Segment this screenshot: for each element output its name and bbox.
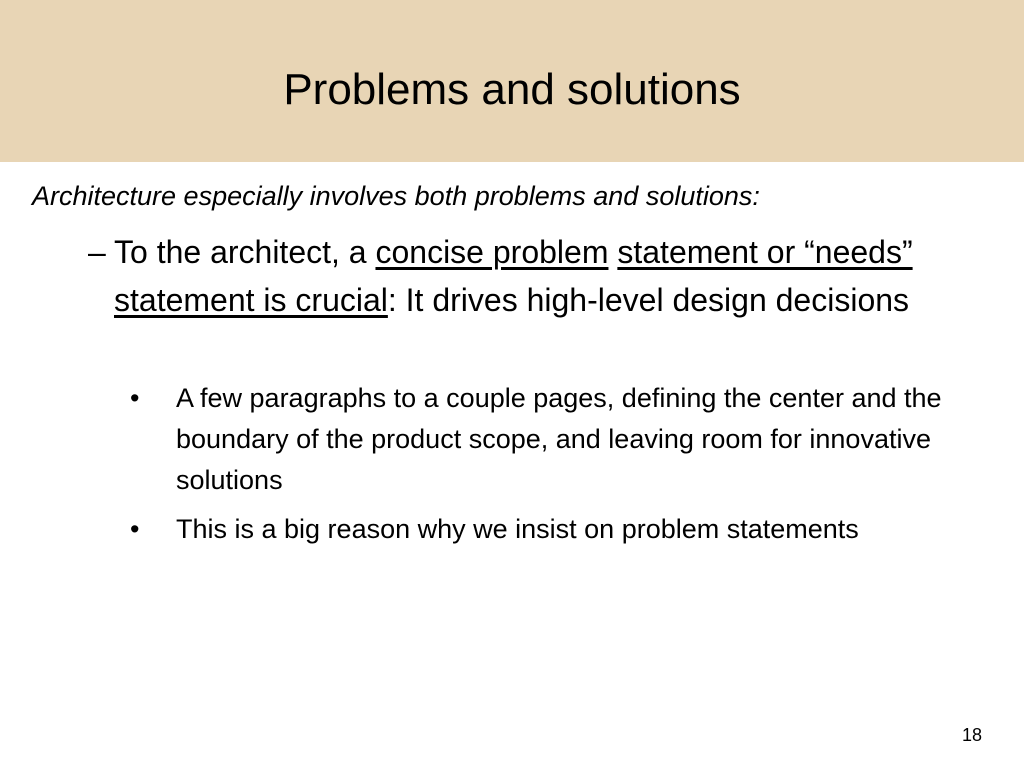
bullet-marker: •	[130, 514, 140, 544]
sub-bullet-text: A few paragraphs to a couple pages, defining the center and the boundary of the product scope, and leaving room for innovative solutions	[176, 383, 942, 495]
bullet-marker: •	[130, 383, 140, 413]
main-point	[88, 228, 988, 324]
title-band	[0, 0, 1024, 162]
page-number: 18	[961, 725, 982, 745]
sub-bullet-text: This is a big reason why we insist on problem statements	[176, 514, 859, 544]
main-point-rest: : It drives high-level design decisions	[387, 282, 910, 318]
underlined-phrase-needs-statement: statement or “needs” statement is crucial	[114, 234, 913, 318]
sub-bullet-item	[130, 378, 960, 501]
main-point-lead: To the architect, a	[114, 234, 376, 270]
sub-bullet-item	[130, 509, 960, 550]
sub-bullet-list	[130, 378, 960, 558]
slide-title: Problems and solutions	[283, 65, 741, 114]
underlined-phrase-concise-problem: concise problem	[375, 234, 609, 270]
intro-text: Architecture especially involves both problems and solutions:	[32, 181, 760, 211]
dash-marker: –	[88, 234, 106, 270]
main-point-text	[114, 228, 974, 324]
